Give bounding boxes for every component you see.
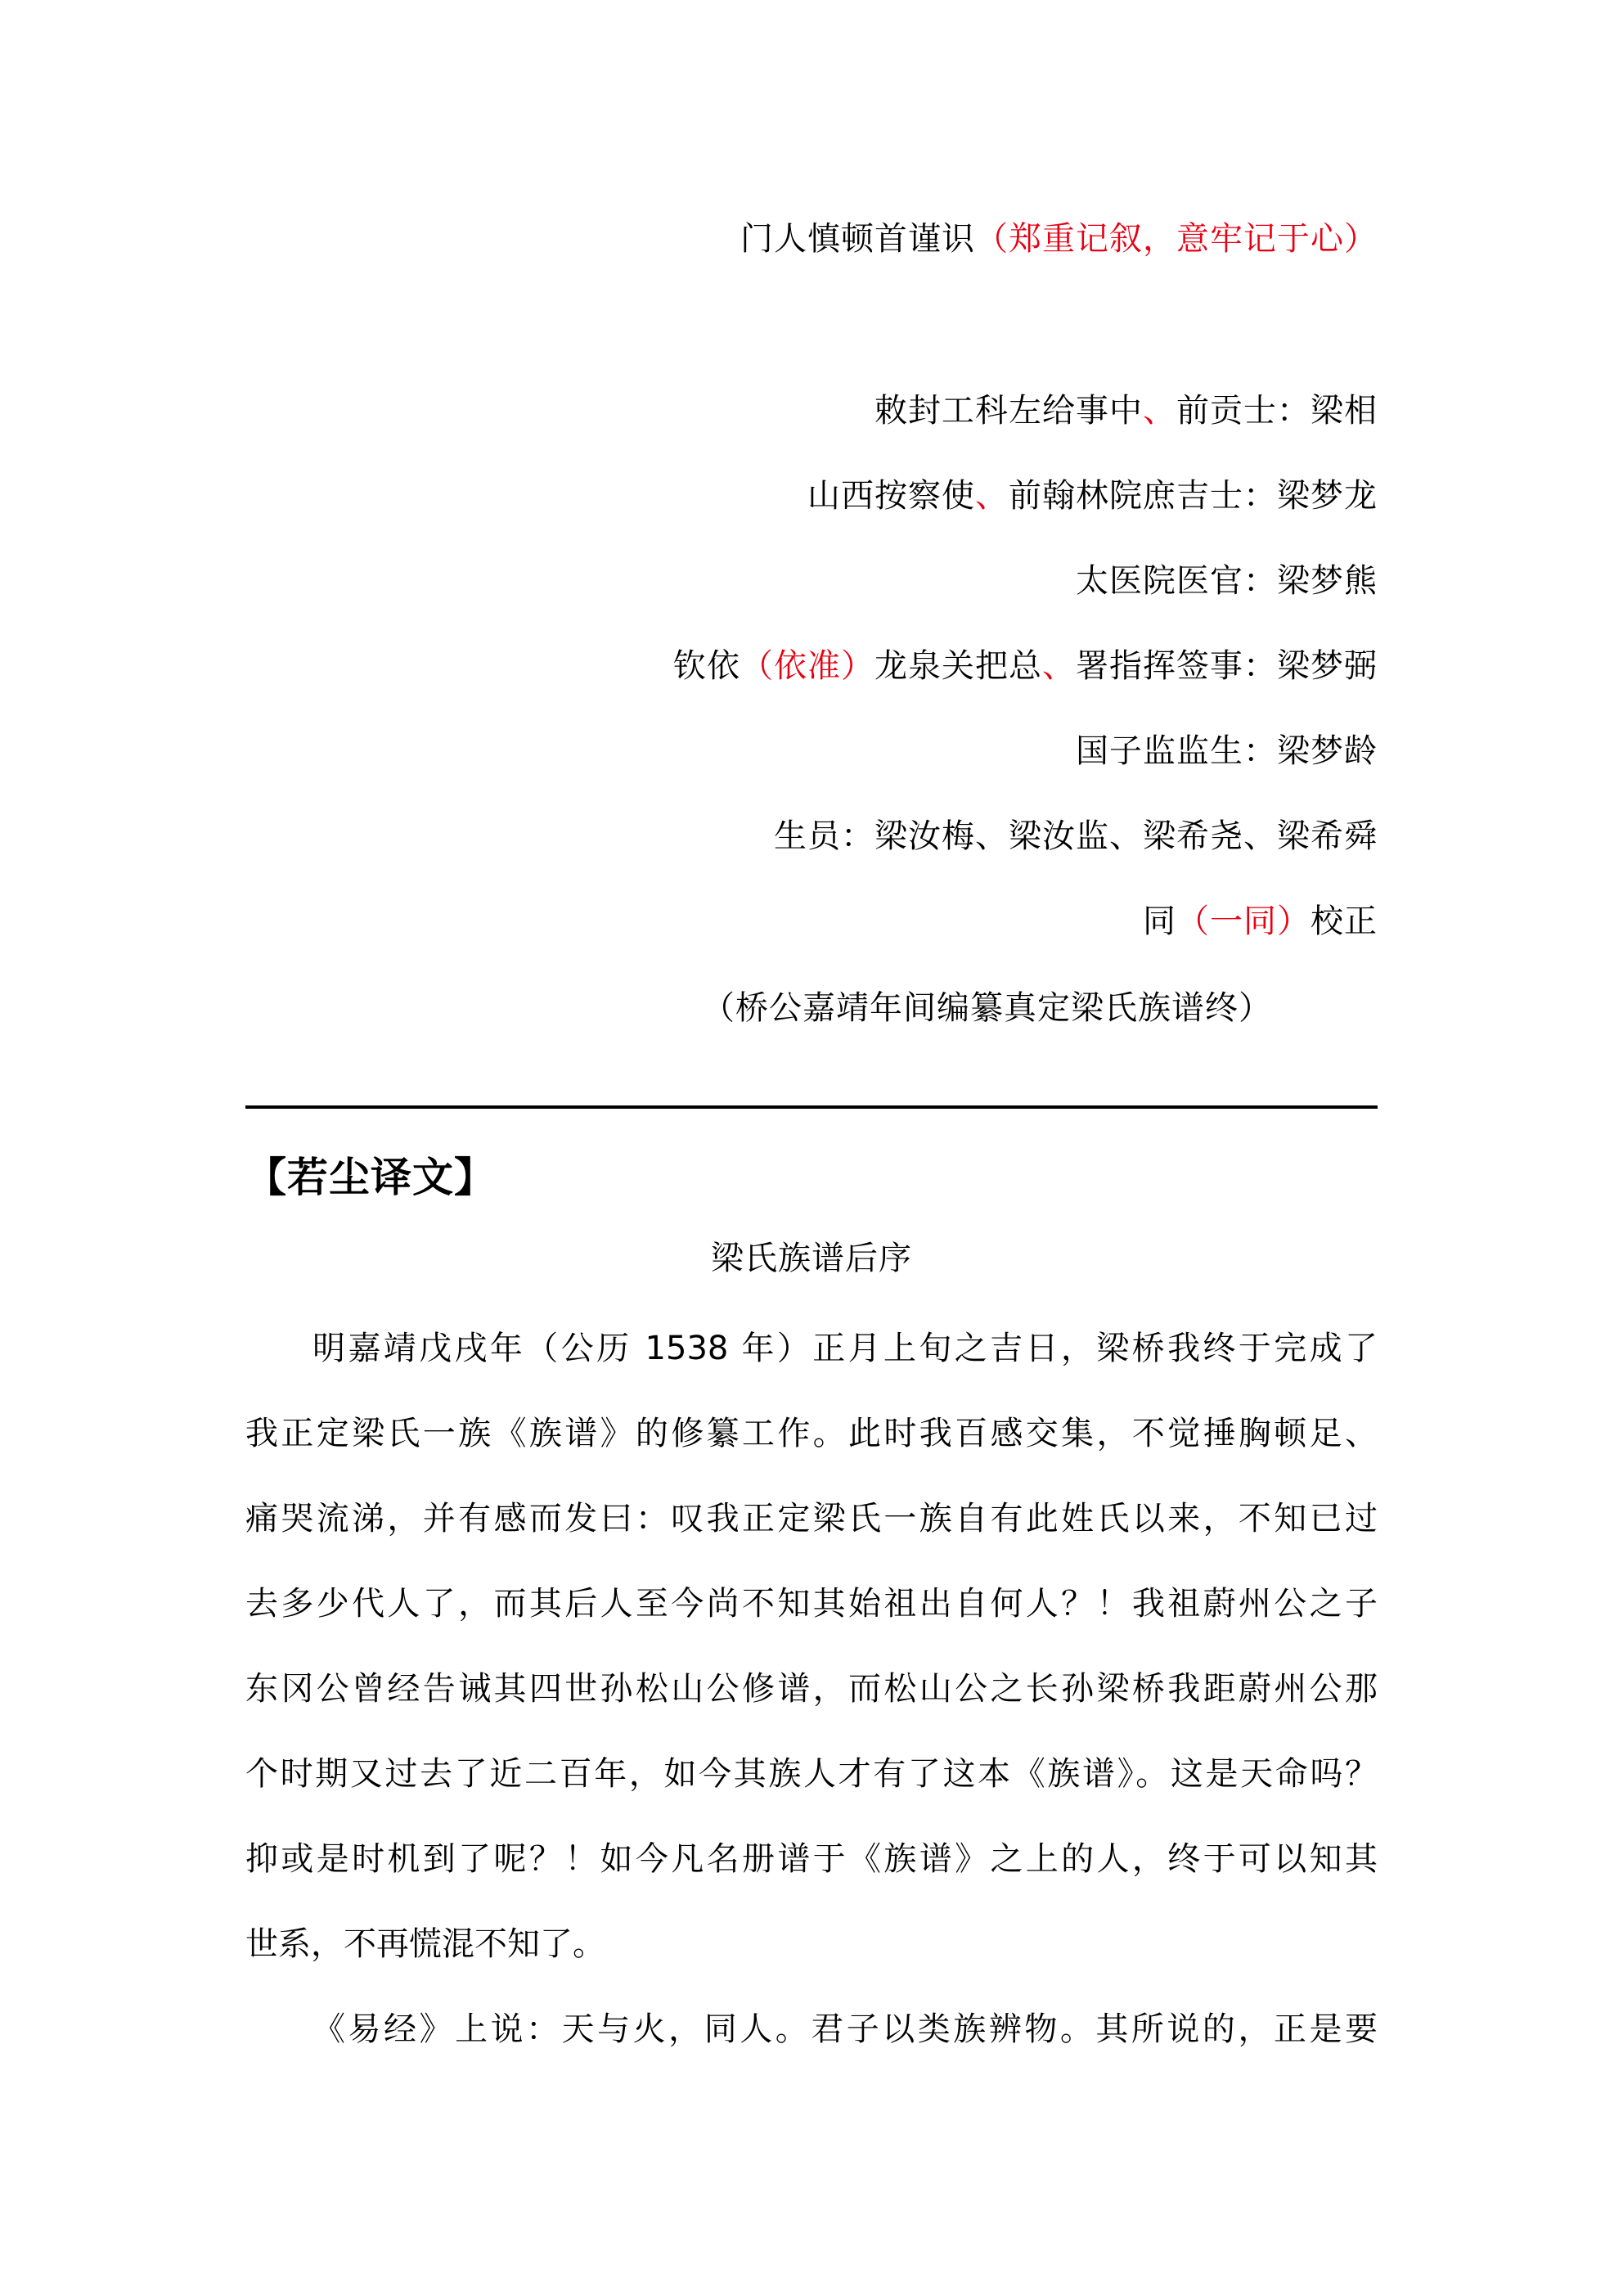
colophon: （桥公嘉靖年间编纂真定梁氏族谱终） <box>702 989 1272 1027</box>
signature-annotation: （郑重记叙，意牢记于心） <box>975 220 1378 258</box>
paragraph-line: 去多少代人了，而其后人至今尚不知其始祖出自何人？！我祖蔚州公之子 <box>245 1585 1378 1623</box>
proofreader-prefix: 同 <box>1143 903 1176 940</box>
paragraph-line: 抑或是时机到了呢？！如今凡名册谱于《族谱》之上的人，终于可以知其 <box>245 1840 1378 1878</box>
proofreader-title: 龙泉关把总 <box>874 647 1042 685</box>
proofreader-line-7 <box>1143 900 1378 943</box>
proofreader-line-6 <box>774 815 1378 858</box>
paragraph-line: 东冈公曾经告诫其四世孙松山公修谱，而松山公之长孙梁桥我距蔚州公那 <box>245 1670 1378 1708</box>
proofreader-line-4 <box>673 645 1378 687</box>
section-heading: 【若尘译文】 <box>245 1153 496 1201</box>
paragraph-line: 痛哭流涕，并有感而发曰：叹我正定梁氏一族自有此姓氏以来，不知已过 <box>245 1500 1378 1537</box>
proofreader-prefix: 钦依 <box>673 647 740 685</box>
paragraph-line: 世系，不再慌混不知了。 <box>245 1925 605 1963</box>
document-title: 梁氏族谱后序 <box>711 1240 912 1277</box>
paragraph-line: 《易经》上说：天与火，同人。君子以类族辨物。其所说的，正是要 <box>312 2010 1378 2048</box>
proofreader-entry: 生员：梁汝梅、梁汝监、梁希尧、梁希舜 <box>774 817 1378 855</box>
proofreader-line-3 <box>1076 560 1378 602</box>
proofreader-name: 前贡士：梁相 <box>1176 392 1378 430</box>
section-divider <box>245 1105 1378 1109</box>
proofreader-line-5 <box>1076 730 1378 772</box>
proofreader-annotation: （依准） <box>740 647 874 685</box>
signature-text: 门人慎顿首谨识 <box>740 220 975 258</box>
proofreader-annotation: （一同） <box>1176 903 1311 940</box>
separator-mark: 、 <box>1143 392 1176 430</box>
separator-mark: 、 <box>975 477 1009 515</box>
proofreader-suffix: 校正 <box>1311 903 1378 940</box>
paragraph-line: 明嘉靖戊戌年（公历 1538 年）正月上旬之吉日，梁桥我终于完成了 <box>312 1330 1378 1367</box>
paragraph-line: 个时期又过去了近二百年，如今其族人才有了这本《族谱》。这是天命吗？ <box>245 1755 1378 1793</box>
proofreader-line-1 <box>874 389 1378 432</box>
separator-mark: 、 <box>1042 647 1076 685</box>
proofreader-name: 前翰林院庶吉士：梁梦龙 <box>1009 477 1378 515</box>
proofreader-entry: 太医院医官：梁梦熊 <box>1076 562 1378 600</box>
proofreader-line-2 <box>807 475 1378 517</box>
proofreader-title: 敕封工科左给事中 <box>874 392 1143 430</box>
paragraph-line: 我正定梁氏一族《族谱》的修纂工作。此时我百感交集，不觉捶胸顿足、 <box>245 1415 1378 1452</box>
proofreader-title: 山西按察使 <box>807 477 975 515</box>
signature-line <box>740 218 1378 260</box>
proofreader-entry: 国子监监生：梁梦龄 <box>1076 732 1378 770</box>
proofreader-name: 署指挥签事：梁梦弼 <box>1076 647 1378 685</box>
